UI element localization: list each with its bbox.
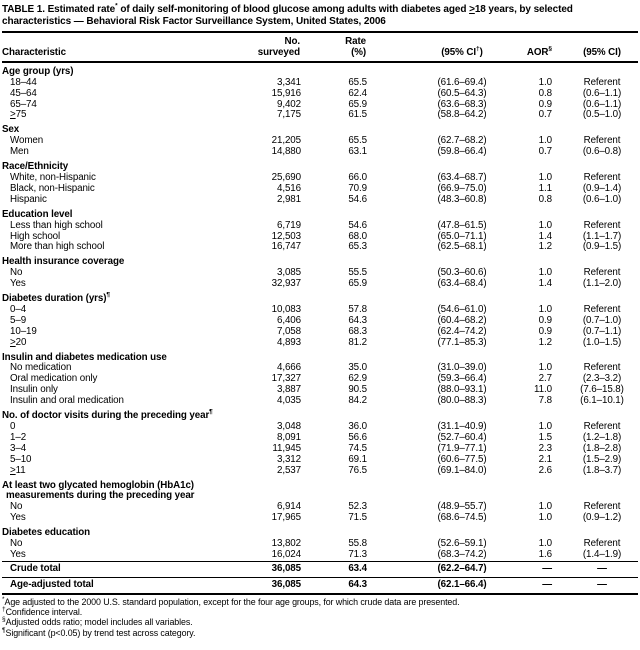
cell-no-surveyed: 3,048: [276, 421, 301, 432]
cell-aor-ci: Referent: [583, 538, 621, 550]
section-title: Health insurance coverage: [2, 256, 125, 268]
cell-rate-ci: (63.4–68.4): [437, 278, 487, 290]
section-title: Age group (yrs): [2, 65, 74, 77]
cell-rate-ci: (50.3–60.6): [437, 267, 487, 279]
cell-rate-ci: (59.8–66.4): [437, 146, 487, 158]
cell-rate: 64.3: [304, 577, 370, 593]
cell-aor-ci: (7.6–15.8): [580, 384, 624, 396]
cell-characteristic: No: [10, 538, 23, 550]
cell-characteristic: White, non-Hispanic: [10, 171, 96, 183]
cell-characteristic: Men: [10, 146, 29, 158]
cell-no-surveyed: 17,965: [271, 512, 301, 524]
table-title: [2, 4, 638, 28]
title-text: characteristics — Behavioral Risk Factor Surveillance System, United States, 2006: [2, 16, 386, 27]
cell-aor-ci: Referent: [583, 421, 621, 432]
cell-rate-ci: (31.0–39.0): [437, 362, 487, 374]
cell-aor: 1.4: [538, 230, 552, 242]
cell-rate: 84.2: [348, 395, 367, 407]
cell-aor: 1.0: [538, 512, 552, 524]
cell-aor-ci: (0.5–1.0): [582, 109, 622, 121]
cell-rate: 81.2: [348, 336, 367, 348]
cell-aor: 1.0: [538, 219, 552, 231]
section-header-row: [2, 253, 638, 268]
cell-aor-ci: (0.9–1.5): [582, 241, 622, 253]
cell-rate-ci: (62.4–74.2): [437, 325, 487, 337]
table-row: [2, 147, 638, 158]
header-rate-ci: (95% CI†): [370, 33, 524, 62]
cell-aor-ci: (1.8–3.7): [582, 464, 622, 476]
cell-aor-ci: —: [558, 577, 638, 593]
cell-aor: 0.8: [538, 87, 552, 99]
cell-characteristic: Women: [10, 135, 44, 147]
cell-no-surveyed: 15,916: [271, 87, 301, 99]
cell-no-surveyed: 3,887: [276, 384, 301, 396]
title-line-2: [2, 16, 638, 28]
cell-aor-ci: Referent: [583, 171, 621, 183]
cell-rate-ci: (52.6–59.1): [437, 538, 487, 550]
cell-no-surveyed: 21,205: [271, 135, 301, 147]
cell-rate-ci: (62.5–68.1): [437, 241, 487, 253]
cell-characteristic: Yes: [10, 512, 26, 524]
cell-rate: 52.3: [348, 501, 367, 513]
cell-characteristic: No: [10, 501, 23, 513]
cell-no-surveyed: 6,914: [276, 501, 301, 513]
table-row: [2, 513, 638, 524]
cell-aor-ci: (0.9–1.4): [582, 182, 622, 194]
cell-no-surveyed: 16,024: [271, 548, 301, 560]
title-text: TABLE 1. Estimated rate: [2, 4, 116, 15]
cell-rate-ci: (65.0–71.1): [437, 230, 487, 242]
cell-rate: 63.1: [348, 146, 367, 158]
cell-characteristic: 3–4: [10, 442, 27, 454]
cell-characteristic: 65–74: [10, 98, 37, 110]
cell-no-surveyed: 3,312: [276, 453, 301, 465]
cell-no-surveyed: 3,085: [276, 267, 301, 279]
cell-no-surveyed: 2,537: [276, 464, 301, 476]
cell-aor-ci: Referent: [583, 362, 621, 374]
cell-rate: 36.0: [348, 421, 367, 432]
cell-rate: 65.5: [348, 135, 367, 147]
cell-aor: 1.0: [538, 362, 552, 374]
cell-characteristic: >75: [10, 109, 27, 121]
cell-aor: 1.0: [538, 267, 552, 279]
cell-rate: 64.3: [348, 314, 367, 326]
cell-aor-ci: (1.2–1.8): [582, 431, 622, 443]
table-row: [2, 561, 638, 577]
cell-rate-ci: (80.0–88.3): [437, 395, 487, 407]
section-header-row: [2, 290, 638, 305]
section-header-row: [2, 349, 638, 364]
cell-no-surveyed: 4,666: [276, 362, 301, 374]
section-header-row: [2, 158, 638, 173]
cell-rate-ci: (48.3–60.8): [437, 193, 487, 205]
cell-rate: 62.4: [348, 87, 367, 99]
footnote: †Confidence interval.: [2, 606, 83, 617]
cell-characteristic: 18–44: [10, 76, 37, 88]
cell-characteristic: Less than high school: [10, 219, 103, 231]
table-row: [2, 550, 638, 561]
section-header-row: [2, 477, 638, 503]
cell-characteristic: Insulin and oral medication: [10, 395, 124, 407]
cell-aor: 2.7: [538, 373, 552, 385]
section-title: Diabetes duration (yrs)¶: [2, 291, 111, 305]
cell-aor-ci: (0.6–1.0): [582, 193, 622, 205]
cell-no-surveyed: 6,406: [276, 314, 301, 326]
cell-rate-ci: (77.1–85.3): [437, 336, 487, 348]
cell-aor: 0.9: [538, 98, 552, 110]
section-header-row: [2, 62, 638, 78]
cell-no-surveyed: 4,893: [276, 336, 301, 348]
title-text: of daily self-monitoring of blood glucose among adults with diabetes aged: [117, 4, 470, 15]
cell-rate-ci: (62.7–68.2): [437, 135, 487, 147]
cell-aor: 0.7: [538, 146, 552, 158]
cell-no-surveyed: 4,035: [276, 395, 301, 407]
cell-characteristic: 5–10: [10, 453, 32, 465]
cell-no-surveyed: 17,327: [271, 373, 301, 385]
cell-characteristic: Insulin only: [10, 384, 58, 396]
cell-aor: 1.4: [538, 278, 552, 290]
cell-aor-ci: (1.1–1.7): [582, 230, 622, 242]
cell-characteristic: Crude total: [2, 561, 242, 577]
cell-aor: —: [524, 577, 558, 593]
cell-characteristic: 1–2: [10, 431, 27, 443]
cell-rate: 65.3: [348, 241, 367, 253]
cell-rate: 35.0: [348, 362, 367, 374]
table-row: [2, 221, 638, 232]
cell-rate: 54.6: [348, 193, 367, 205]
cell-aor: 1.0: [538, 303, 552, 315]
footnote: ¶Significant (p<0.05) by trend test across category.: [2, 626, 196, 638]
cell-rate: 69.1: [348, 453, 367, 465]
table-row: [2, 396, 638, 407]
cell-characteristic: Black, non-Hispanic: [10, 182, 95, 194]
cell-no-surveyed: 14,880: [271, 146, 301, 158]
cell-rate-ci: (66.9–75.0): [437, 182, 487, 194]
cell-no-surveyed: 6,719: [276, 219, 301, 231]
cell-no-surveyed: 8,091: [276, 431, 301, 443]
cell-aor-ci: (1.8–2.8): [582, 442, 622, 454]
section-header-row: [2, 121, 638, 136]
cell-no-surveyed: 3,341: [276, 76, 301, 88]
cell-aor-ci: (1.1–2.0): [582, 278, 622, 290]
cell-rate: 68.0: [348, 230, 367, 242]
cell-aor-ci: (1.5–2.9): [582, 453, 622, 465]
header-aor-ci: (95% CI): [558, 33, 638, 62]
cell-no-surveyed: 9,402: [276, 98, 301, 110]
cell-aor-ci: Referent: [583, 267, 621, 279]
cell-rate: 71.3: [348, 548, 367, 560]
cell-rate-ci: (63.6–68.3): [437, 98, 487, 110]
cell-characteristic: 0: [10, 421, 16, 432]
cell-characteristic: Oral medication only: [10, 373, 98, 385]
cell-rate: 68.3: [348, 325, 367, 337]
cell-characteristic: No medication: [10, 362, 72, 374]
cell-no-surveyed: 25,690: [271, 171, 301, 183]
cell-aor: 0.9: [538, 325, 552, 337]
cell-aor: 0.8: [538, 193, 552, 205]
cell-characteristic: 10–19: [10, 325, 37, 337]
cell-aor: 1.2: [538, 336, 552, 348]
cell-rate: 65.9: [348, 278, 367, 290]
cell-rate: 56.6: [348, 431, 367, 443]
table-row: [2, 78, 638, 89]
cell-rate: 76.5: [348, 464, 367, 476]
cell-no-surveyed: 7,058: [276, 325, 301, 337]
cell-no-surveyed: 32,937: [271, 278, 301, 290]
cell-characteristic: >11: [10, 464, 26, 476]
footnote: *Age adjusted to the 2000 U.S. standard population, except for the four age groups, for which crude data are presented.: [2, 595, 460, 607]
cell-aor: 1.0: [538, 501, 552, 513]
cell-rate: 65.5: [348, 76, 367, 88]
cell-characteristic: High school: [10, 230, 61, 242]
footnotes: [2, 597, 638, 638]
cell-aor: 1.0: [538, 76, 552, 88]
cell-rate-ci: (71.9–77.1): [437, 442, 487, 454]
cell-aor: 7.8: [538, 395, 552, 407]
footnote-marker-asterisk: *: [115, 2, 118, 10]
cell-aor: 1.1: [538, 182, 552, 194]
cell-aor-ci: Referent: [583, 135, 621, 147]
cell-aor-ci: Referent: [583, 303, 621, 315]
cell-aor-ci: (2.3–3.2): [582, 373, 622, 385]
cell-rate-ci: (63.4–68.7): [437, 171, 487, 183]
section-title: Insulin and diabetes medication use: [2, 351, 167, 363]
cell-characteristic: 0–4: [10, 303, 27, 315]
section-title: Sex: [2, 124, 20, 136]
cell-characteristic: No: [10, 267, 23, 279]
cell-rate: 57.8: [348, 303, 367, 315]
data-table: [2, 33, 638, 595]
cell-rate: 63.4: [304, 561, 370, 577]
cell-aor: 1.0: [538, 421, 552, 432]
cell-aor-ci: Referent: [583, 501, 621, 513]
footnote-marker-dagger: †: [475, 45, 480, 53]
cell-rate-ci: (48.9–55.7): [437, 501, 487, 513]
cell-aor: 11.0: [534, 384, 552, 396]
cell-rate-ci: (60.4–68.2): [437, 314, 487, 326]
cell-aor-ci: (0.6–1.1): [582, 87, 622, 99]
table-row: [2, 110, 638, 121]
section-title: Education level: [2, 208, 73, 220]
table-row: [2, 466, 638, 477]
cell-rate-ci: (47.8–61.5): [437, 219, 487, 231]
table-row: [2, 89, 638, 100]
cell-no-surveyed: 12,503: [271, 230, 301, 242]
header-no-surveyed: No. surveyed: [242, 33, 304, 62]
cell-no-surveyed: 7,175: [276, 109, 301, 121]
cell-aor: 1.2: [538, 241, 552, 253]
cell-rate: 66.0: [348, 171, 367, 183]
cell-aor-ci: (0.6–0.8): [582, 146, 622, 158]
cell-rate: 90.5: [348, 384, 367, 396]
cell-rate-ci: (62.1–66.4): [370, 577, 524, 593]
cell-aor: 2.6: [538, 464, 552, 476]
cell-aor: 1.0: [538, 171, 552, 183]
cell-aor: 2.3: [538, 442, 552, 454]
cell-no-surveyed: 36,085: [242, 561, 304, 577]
section-title: No. of doctor visits during the preceding year¶: [2, 408, 213, 422]
table-row: [2, 577, 638, 593]
cell-characteristic: More than high school: [10, 241, 105, 253]
cell-aor-ci: (6.1–10.1): [580, 395, 624, 407]
cell-rate: 62.9: [348, 373, 367, 385]
section-title: Diabetes education: [2, 527, 91, 539]
cell-aor: 1.0: [538, 538, 552, 550]
cell-aor: —: [524, 561, 558, 577]
cell-characteristic: >20: [10, 336, 27, 348]
table-row: [2, 279, 638, 290]
cell-rate: 74.5: [348, 442, 367, 454]
cell-aor-ci: Referent: [583, 219, 621, 231]
cell-characteristic: Hispanic: [10, 193, 47, 205]
cell-characteristic: 45–64: [10, 87, 37, 99]
footnote: §Adjusted odds ratio; model includes all variables.: [2, 616, 193, 628]
cell-rate-ci: (88.0–93.1): [437, 384, 487, 396]
cell-rate: 55.8: [348, 538, 367, 550]
section-title: Race/Ethnicity: [2, 161, 69, 173]
cell-rate: 71.5: [348, 512, 367, 524]
cell-no-surveyed: 16,747: [271, 241, 301, 253]
cell-rate-ci: (60.5–64.3): [437, 87, 487, 99]
cell-characteristic: Yes: [10, 548, 26, 560]
cell-aor-ci: (0.7–1.1): [582, 325, 622, 337]
header-aor: AOR§: [524, 33, 558, 62]
title-line-1: [2, 4, 638, 16]
section-header-row: [2, 524, 638, 539]
geq-18: >18: [469, 4, 486, 15]
title-text: years, by selected: [485, 4, 573, 15]
cell-aor-ci: (0.9–1.2): [582, 512, 622, 524]
cell-no-surveyed: 10,083: [271, 303, 301, 315]
footnote-marker-section: §: [548, 45, 552, 53]
cell-characteristic: 5–9: [10, 314, 27, 326]
cell-aor: 0.7: [538, 109, 552, 121]
cell-rate-ci: (31.1–40.9): [437, 421, 487, 432]
cell-aor-ci: —: [558, 561, 638, 577]
cell-aor: 1.5: [538, 431, 552, 443]
table-row: [2, 242, 638, 253]
cell-no-surveyed: 11,945: [272, 442, 301, 454]
cell-no-surveyed: 4,516: [276, 182, 301, 194]
cell-rate: 65.9: [348, 98, 367, 110]
cell-rate-ci: (60.6–77.5): [437, 453, 487, 465]
cell-rate: 54.6: [348, 219, 367, 231]
cell-aor-ci: (0.6–1.1): [582, 98, 622, 110]
cell-no-surveyed: 13,802: [271, 538, 301, 550]
cell-rate: 55.5: [348, 267, 367, 279]
cell-no-surveyed: 2,981: [276, 193, 301, 205]
cell-rate-ci: (58.8–64.2): [437, 109, 487, 121]
cell-rate-ci: (52.7–60.4): [437, 431, 487, 443]
cell-rate-ci: (68.3–74.2): [437, 548, 487, 560]
cell-rate-ci: (68.6–74.5): [437, 512, 487, 524]
cell-aor-ci: (1.4–1.9): [582, 548, 622, 560]
cell-aor: 1.6: [538, 548, 552, 560]
cell-aor-ci: (0.7–1.0): [582, 314, 622, 326]
header-rate: Rate (%): [304, 33, 370, 62]
cell-rate-ci: (61.6–69.4): [437, 76, 487, 88]
cell-characteristic: Yes: [10, 278, 26, 290]
cell-rate: 70.9: [348, 182, 367, 194]
cell-rate-ci: (54.6–61.0): [437, 303, 487, 315]
cell-characteristic: Age-adjusted total: [2, 577, 242, 593]
cell-rate-ci: (59.3–66.4): [437, 373, 487, 385]
section-title: At least two glycated hemoglobin (HbA1c) measurements during the preceding year: [2, 479, 195, 502]
table-body: [2, 62, 638, 594]
cell-aor: 0.9: [538, 314, 552, 326]
cell-aor-ci: (1.0–1.5): [582, 336, 622, 348]
header-row: [2, 33, 638, 62]
header-characteristic: Characteristic: [2, 33, 242, 62]
cell-no-surveyed: 36,085: [242, 577, 304, 593]
cell-aor: 1.0: [538, 135, 552, 147]
table-row: [2, 195, 638, 206]
table-row: [2, 455, 638, 466]
cell-aor-ci: Referent: [583, 76, 621, 88]
section-header-row: [2, 407, 638, 422]
cell-rate: 61.5: [348, 109, 367, 121]
table-row: [2, 338, 638, 349]
cell-aor: 2.1: [538, 453, 552, 465]
cell-rate-ci: (69.1–84.0): [437, 464, 487, 476]
section-header-row: [2, 206, 638, 221]
cell-rate-ci: (62.2–64.7): [370, 561, 524, 577]
